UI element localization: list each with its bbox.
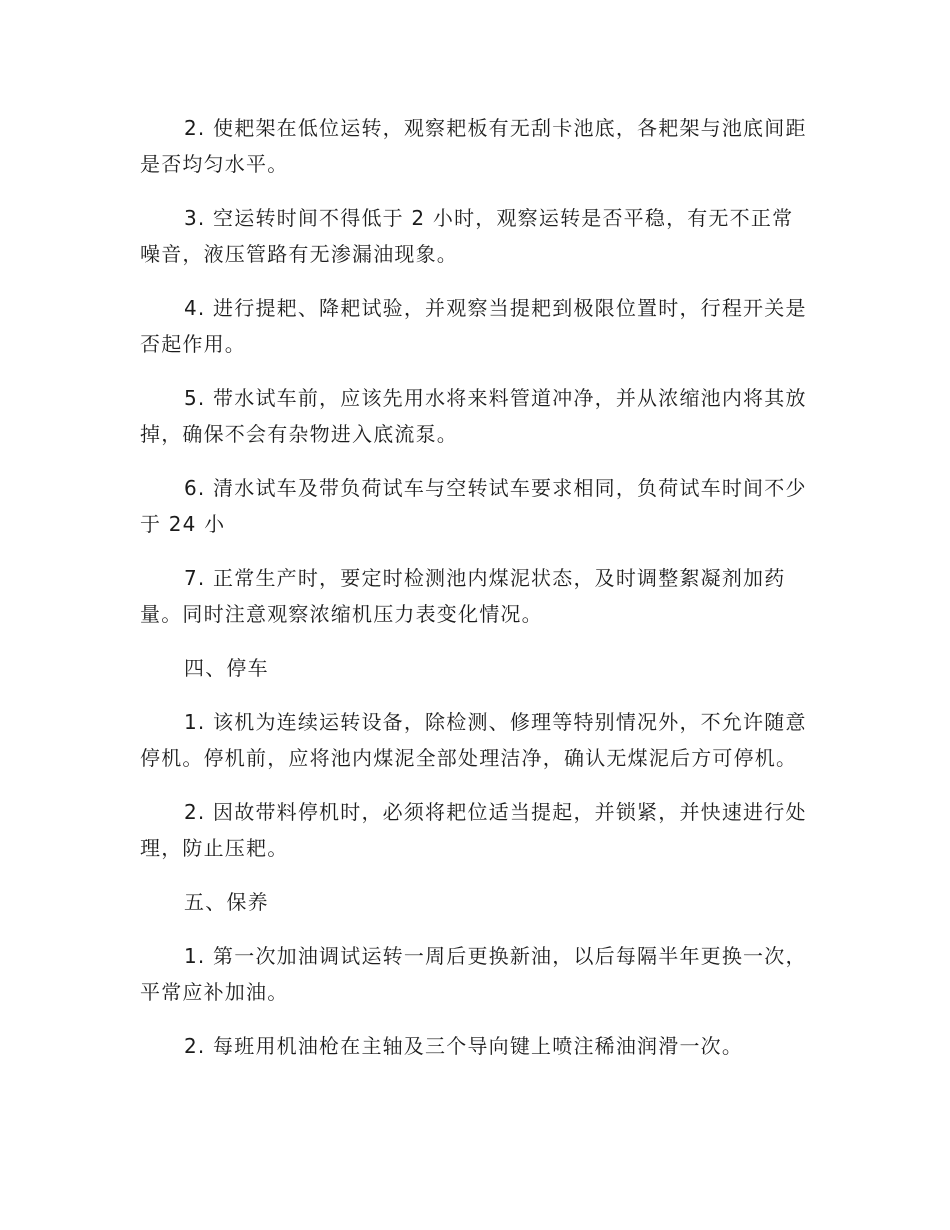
paragraph-startup-step-5: 5. 带水试车前，应该先用水将来料管道冲净，并从浓缩池内将其放掉，确保不会有杂物进入底流泵。 (140, 386, 807, 446)
paragraph-stop-step-2: 2. 因故带料停机时，必须将耙位适当提起，并锁紧，并快速进行处理，防止压耙。 (140, 800, 807, 860)
paragraph-startup-step-2: 2. 使耙架在低位运转，观察耙板有无刮卡池底，各耙架与池底间距是否均匀水平。 (140, 116, 807, 176)
paragraph-maintenance-step-2: 2. 每班用机油枪在主轴及三个导向键上喷注稀油润滑一次。 (184, 1034, 744, 1058)
paragraph-startup-step-4: 4. 进行提耙、降耙试验，并观察当提耙到极限位置时，行程开关是否起作用。 (140, 296, 807, 356)
paragraph-stop-step-1: 1. 该机为连续运转设备，除检测、修理等特别情况外，不允许随意停机。停机前，应将池内煤泥全部处理洁净，确认无煤泥后方可停机。 (140, 710, 807, 770)
section-heading-maintenance: 五、保养 (184, 890, 269, 914)
paragraph-startup-step-3: 3. 空运转时间不得低于 2 小时，观察运转是否平稳，有无不正常噪音，液压管路有无渗漏油现象。 (140, 206, 794, 266)
section-heading-stop: 四、停车 (184, 656, 269, 680)
paragraph-startup-step-6: 6. 清水试车及带负荷试车与空转试车要求相同，负荷试车时间不少于 24 小 (140, 476, 807, 536)
paragraph-maintenance-step-1: 1. 第一次加油调试运转一周后更换新油，以后每隔半年更换一次，平常应补加油。 (140, 944, 807, 1004)
document-body (140, 110, 808, 1082)
paragraph-startup-step-7: 7. 正常生产时，要定时检测池内煤泥状态，及时调整絮凝剂加药量。同时注意观察浓缩机压力表变化情况。 (140, 566, 786, 626)
